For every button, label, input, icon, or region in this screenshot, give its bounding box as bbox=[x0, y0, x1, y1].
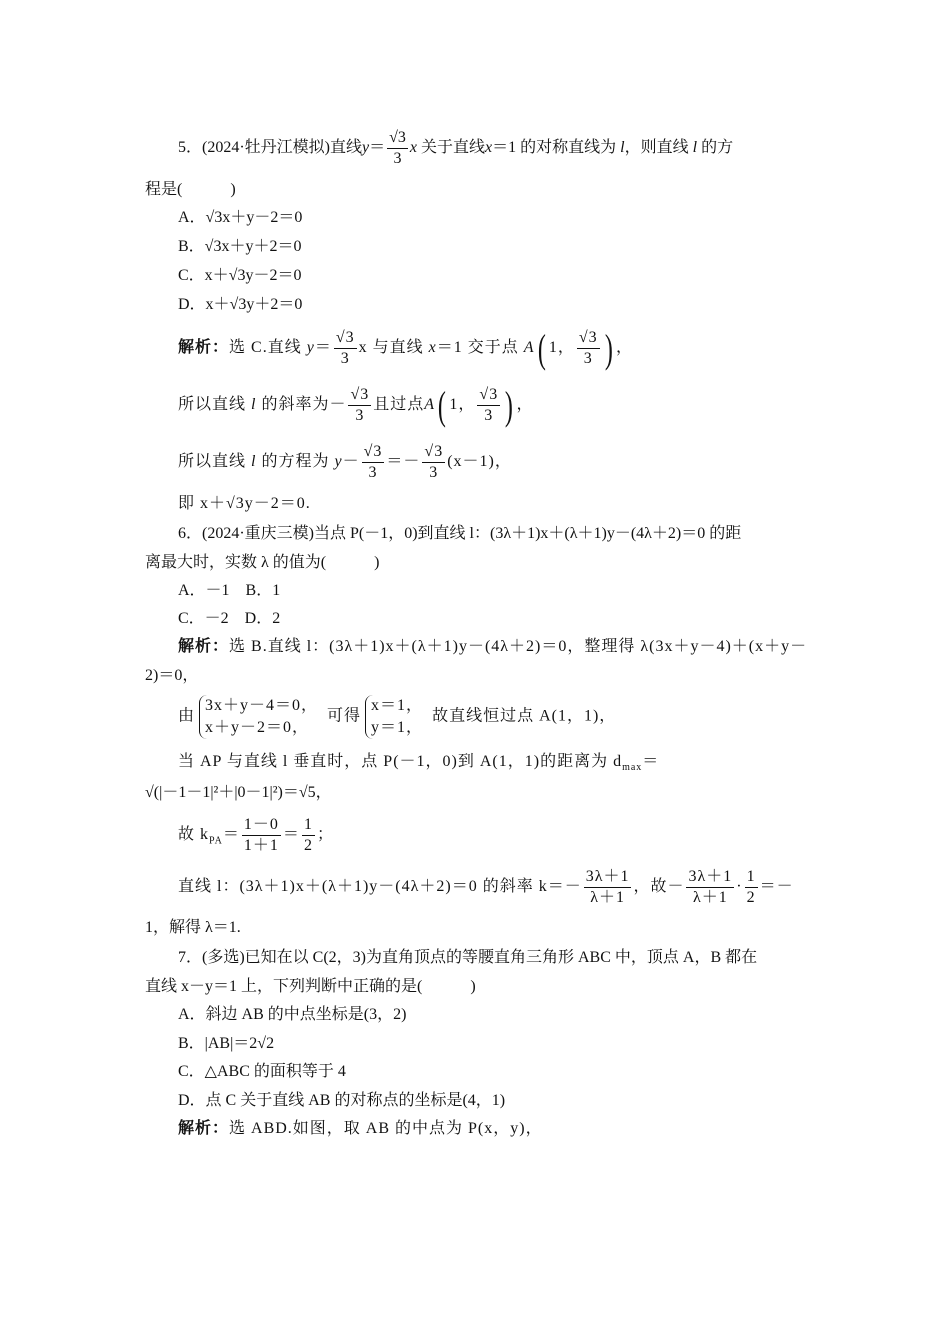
q6-slope-line: 直线 l：(3λ＋1)x＋(λ＋1)y－(4λ＋2)＝0 的斜率 k＝－ $\frac{3\lambda+1}{\lambda+1}$ ，故－ $\frac{3\lambda+1}{\lambda+1}$ · $\frac{1}{2}$ ＝－ bbox=[178, 868, 794, 906]
q6-solution-line1-cont: 2)＝0， bbox=[145, 667, 199, 684]
q5-option-a: A．√3x＋y－2＝0 bbox=[178, 209, 303, 226]
q7-solution-line1: 解析：选 ABD.如图，取 AB 的中点为 P(x，y)， bbox=[178, 1120, 543, 1137]
q7-stem-line1: 7．(多选)已知在以 C(2，3)为直角顶点的等腰直角三角形 ABC 中，顶点 A，B 都在 bbox=[178, 949, 758, 966]
fraction: $\frac{√3}{3}$ bbox=[389, 129, 406, 167]
q6-slope-cont: 1，解得 λ＝1. bbox=[145, 919, 241, 936]
q5-stem-line2: 程是( ) bbox=[145, 181, 236, 198]
q7-stem-line2: 直线 x－y＝1 上，下列判断中正确的是( ) bbox=[145, 978, 476, 995]
q5-solution-line2: 所以直线 l 的斜率为－ $\frac{√3}{3}$ 且过点A( 1， $\frac{√3}{3}$ ) ， bbox=[178, 382, 534, 428]
q6-stem-line1: 6．(2024·重庆三模)当点 P(－1，0)到直线 l：(3λ＋1)x＋(λ＋1)y－(4λ＋2)＝0 的距 bbox=[178, 525, 742, 542]
q7-option-b: B．|AB|＝2√2 bbox=[178, 1035, 275, 1052]
equation-system-2: x＝1， y＝1， bbox=[365, 695, 423, 739]
q5-solution-line4: 即 x＋√3y－2＝0. bbox=[178, 495, 311, 512]
q5-solution-line1: 解析：选 C.直线 y＝ $\frac{√3}{3}$ x 与直线 x＝1 交于点 A( 1， $\frac{√3}{3}$ ) ， bbox=[178, 325, 633, 371]
q6-sqrt-line: √(|－1－1|²＋|0－1|²)＝√5， bbox=[145, 784, 332, 801]
q7-option-c: C．△ABC 的面积等于 4 bbox=[178, 1063, 346, 1080]
q6-solution-line1: 解析：选 B.直线 l：(3λ＋1)x＋(λ＋1)y－(4λ＋2)＝0，整理得 λ(3x＋y－4)＋(x＋y－ bbox=[178, 638, 808, 655]
q6-options-cd: C．－2 D．2 bbox=[178, 610, 281, 627]
q7-option-a: A．斜边 AB 的中点坐标是(3，2) bbox=[178, 1006, 407, 1023]
q6-options-ab: A．－1 B．1 bbox=[178, 582, 281, 599]
q5-option-c: C．x＋√3y－2＝0 bbox=[178, 267, 302, 284]
equation-system-1: 3x＋y－4＝0， x＋y－2＝0， bbox=[199, 695, 318, 739]
q5-stem-line1: 5．(2024·牡丹江模拟)直线y＝ $\frac{√3}{3}$ x 关于直线x＝1 的对称直线为 l，则直线 l 的方 bbox=[178, 129, 734, 167]
q6-slope-pa-line: 故 $k_{PA}=$ $\frac{1-0}{1+1}$ ＝ $\frac{1}{2}$ ； bbox=[178, 816, 334, 854]
q6-system-line: 由 3x＋y－4＝0， x＋y－2＝0， 可得 x＝1， y＝1， 故直线恒过点 A(1，1)， bbox=[178, 695, 616, 739]
q6-distance-line: 当 AP 与直线 l 垂直时，点 P(－1，0)到 A(1，1)的距离为 $d_{max}=$ bbox=[178, 753, 660, 774]
q6-stem-line2: 离最大时，实数 λ 的值为( ) bbox=[145, 554, 380, 571]
q5-solution-line3: 所以直线 l 的方程为 y－ $\frac{√3}{3}$ ＝－ $\frac{√3}{3}$ (x－1)， bbox=[178, 443, 512, 481]
q7-option-d: D．点 C 关于直线 AB 的对称点的坐标是(4，1) bbox=[178, 1092, 506, 1109]
q5-option-b: B．√3x＋y＋2＝0 bbox=[178, 238, 302, 255]
q5-option-d: D．x＋√3y＋2＝0 bbox=[178, 296, 303, 313]
